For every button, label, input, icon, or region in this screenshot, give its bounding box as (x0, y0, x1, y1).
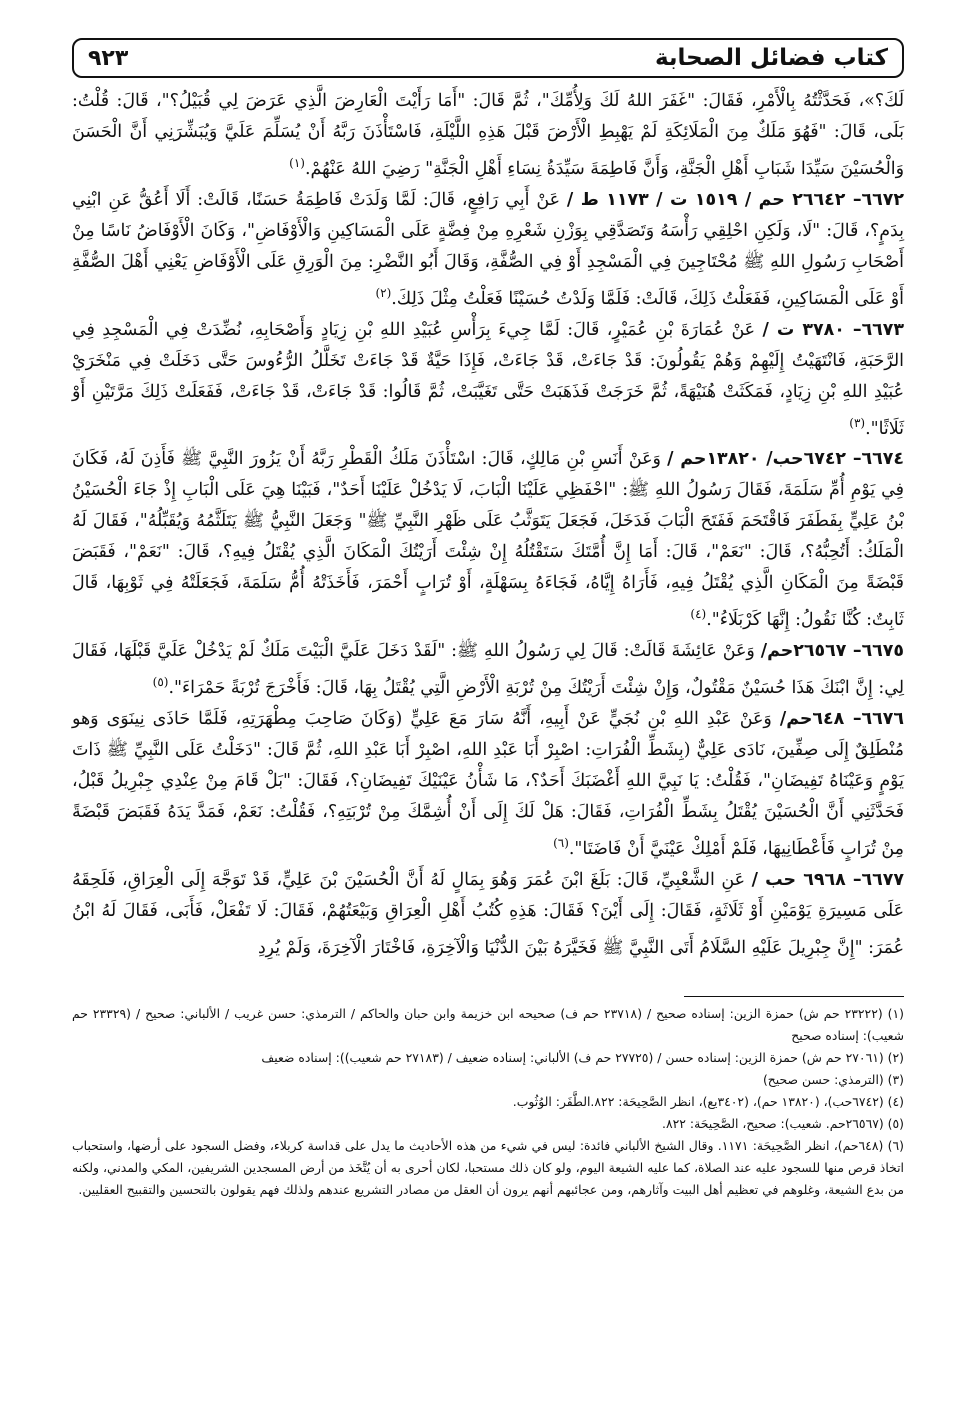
footnote: (١) (٢٣٢٢٢ حم ش) حمزة الزين: إسناده صحيح / (٢٣٧١٨ حم ف) صحيحه ابن خزيمة وابن حبان والحاكم / الترمذي: حسن غريب / الألباني: صحيح / (٢٣٣٢٩ حم شعيب): إسناده صحيح (72, 1005, 904, 1043)
hadith-number: ٦٦٧٣– ٣٧٨٠ ت / (762, 319, 905, 340)
footnote: (٣) (الترمذي: حسن صحيح) (762, 1071, 904, 1087)
hadith-text: عَنِ الشَّعْبِيِّ، قَالَ: بَلَغَ ابْنَ عُمَرَ وَهُوَ بِمَالٍ لَهُ أَنَّ الْحُسَيْنَ بْنَ عَلِيٍّ، قَدْ تَوَجَّهَ إِلَى الْعِرَاقِ، فَلَحِقَهُ عَلَى مَسِيرَةِ يَوْمَيْنِ أَوْ ثَلَاثَةٍ، فَقَالَ: إِلَى أَيْنَ؟ فَقَالَ: هَذِهِ كُتُبُ أَهْلِ الْعِرَاقِ وَبَيْعَتُهُمْ، فَقَالَ: لَا تَفْعَلْ، فَأَبَى، فَقَالَ لَهُ ابْنُ عُمَرَ: "إِنَّ جِبْرِيلَ عَلَيْهِ السَّلَامُ أَتَى النَّبِيَّ ﷺ فَخَيَّرَهُ بَيْنَ الدُّنْيَا وَالْآخِرَةِ، فَاخْتَارَ الْآخِرَةَ، وَلَمْ يُرِدِ (72, 869, 904, 958)
footnote: (٥) (٢٦٥٦٧حم. شعيب): صحيح، الصَّحِيحَة: ٨٢٢. (662, 1115, 904, 1131)
page-header (72, 38, 904, 78)
hadith-paragraph (72, 86, 904, 185)
hadith-paragraph (72, 636, 904, 704)
footnote: (٦) (٦٤٨حم)، انظر الصَّحِيحَة: ١١٧١. وقال الشيخ الألباني فائدة: ليس في شيء من هذه الأحاديث ما يدل على قداسة كربلاء، وفضل السجود على أرضها، واستحباب اتخاذ قرص منها للسجود عليه عند الصلاة، كما عليه الشيعة اليوم، ولو كان ذلك مستحبا، لكان أحرى به أن يُتَّخَذ من أرض المسجدين الشريفين، المكي والمدني، ولكنه من بدع الشيعة، وغلوهم في تعظيم أهل البيت وآثارهم، ومن عجائبهم أنهم يرون أن العقل من مصادر التشريع عندهم ولذلك فهم يقولون بالتحسين والتقبيح العقليين. (72, 1137, 905, 1197)
footnote-ref: (١) (289, 156, 305, 170)
hadith-number: ٦٦٧٤– ٦٧٤٢حب/ ١٣٨٢٠حم / (667, 449, 905, 470)
book-title: كتاب فضائل الصحابة (654, 45, 888, 71)
hadith-number: ٦٦٧٥– ٢٦٥٦٧حم/ (760, 641, 905, 662)
footnote-ref: (٢) (375, 285, 392, 300)
hadith-text: وَعَنْ عَبْدِ اللهِ بْنِ نُجَيٍّ عَنْ أَبِيهِ، أَنَّهُ سَارَ مَعَ عَلِيٍّ (وَكَانَ صَاحِبَ مِطْهَرَتِهِ، فَلَمَّا حَاذَى نِينَوَى وَهو مُنْطَلِقٌ إِلَى صِفِّينَ، نَادَى عَلِيٌّ (بِشَطِّ الْفُرَاتِ: اصْبِرْ أَبَا عَبْدِ اللهِ، اصْبِرْ أَبَا عَبْدِ اللهِ، ثُمَّ قَالَ: "دَخَلْتُ عَلَى النَّبِيِّ ﷺ ذَاتَ يَوْمٍ وَعَيْنَاهُ تَفِيضَانِ"، فَقُلْتُ: يَا نَبِيَّ اللهِ أَغْضَبَكَ أَحَدٌ؟، مَا شَأْنُ عَيْنَيْكَ تَفِيضَانِ؟، فَقَالَ: "بَلْ قَامَ مِنْ عِنْدِي جِبْرِيلُ قَبْلُ، فَحَدَّثَنِي أَنَّ الْحُسَيْنَ يُقْتَلُ بِشَطِّ الْفُرَاتِ، فَقَالَ: هَلْ لَكَ إِلَى أَنْ أُشِمَّكَ مِنْ تُرْبَتِهِ؟، فَقُلْتُ: نَعَمْ، فَمَدَّ يَدَهُ فَقَبَضَ قَبْضَةً مِنْ تُرَابٍ فَأَعْطَانِيهَا، فَلَمْ أَمْلِكْ عَيْنَيَّ أَنْ فَاضَتَا". (72, 708, 904, 859)
footnote: (٤) (٦٧٤٢حب)، (١٣٨٢٠ حم)، (٣٤٠٢يع)، انظر الصَّحِيحَة: ٨٢٢.الطَّفَر: الوُثُوب. (512, 1093, 904, 1109)
hadith-text: لَكَ؟»، فَحَدَّثْتُهُ بِالْأَمْرِ، فَقَالَ: "غَفَرَ اللهُ لَكَ وَلِأُمِّكَ"، ثُمَّ قَالَ: "أَمَا رَأَيْتَ الْعَارِضَ الَّذِي عَرَضَ لِي قُبَيْلُ؟"، قَالَ: قُلْتُ: بَلَى، قَالَ: "فَهُوَ مَلَكٌ مِنَ الْمَلَائِكَةِ لَمْ يَهْبِطِ الْأَرْضَ قَبْلَ هَذِهِ اللَّيْلَةِ، فَاسْتَأْذَنَ رَبَّهُ أَنْ يُسَلِّمَ عَلَيَّ وَيُبَشِّرَنِي أَنَّ الْحَسَنَ وَالْحُسَيْنَ سَيِّدَا شَبَابِ أَهْلِ الْجَنَّةِ، وَأَنَّ فَاطِمَةَ سَيِّدَةُ نِسَاءِ أَهْلِ الْجَنَّةِ" رَضِيَ اللهُ عَنْهُمْ. (72, 91, 904, 179)
page-number: ٩٢٣ (88, 45, 129, 71)
hadith-paragraph (72, 185, 904, 315)
footnote-ref: (٣) (849, 415, 866, 430)
hadith-paragraph (72, 704, 904, 865)
footnotes (72, 1003, 904, 1201)
hadith-text: عَنْ عُمَارَةَ بْنِ عُمَيْرٍ، قَالَ: لَمَّا جِيءَ بِرَأْسِ عُبَيْدِ اللهِ بْنِ زِيَادٍ وَأَصْحَابِهِ، نُضِّدَتْ فِي الْمَسْجِدِ فِي الرَّحَبَةِ، فَانْتَهَيْتُ إِلَيْهِمْ وَهُمْ يَقُولُونَ: قَدْ جَاءَتْ، قَدْ جَاءَتْ، فَإِذَا حَيَّةٌ قَدْ جَاءَتْ تَخَلَّلُ الرُّءُوسَ حَتَّى دَخَلَتْ فِي مَنْخَرَيْ عُبَيْدِ اللهِ بْنِ زِيَادٍ، فَمَكَثَتْ هُنَيْهَةً، ثُمَّ خَرَجَتْ فَذَهَبَتْ حَتَّى تَغَيَّبَتْ، ثُمَّ قَالُوا: قَدْ جَاءَتْ، قَدْ جَاءَتْ، فَفَعَلَتْ ذَلِكَ مَرَّتَيْنِ أَوْ ثَلَاثًا". (72, 319, 904, 439)
footnote-ref: (٥) (152, 675, 169, 690)
hadith-paragraph (72, 315, 904, 445)
hadith-number: ٦٦٧٢– ٢٦٦٤٢ حم / ١٥١٩ ت / ١١٧٣ ط / (566, 189, 904, 210)
footnote-ref: (٤) (690, 607, 707, 622)
footnote-ref: (٦) (553, 835, 569, 850)
hadith-text: وَعَنْ عَائِشَةَ قَالَتْ: قَالَ لِي رَسُولُ اللهِ ﷺ: "لَقَدْ دَخَلَ عَلَيَّ الْبَيْتَ مَلَكٌ لَمْ يَدْخُلْ عَلَيَّ قَبْلَهَا، فَقَالَ لِي: إِنَّ ابْنَكَ هَذَا حُسَيْنٌ مَقْتُولٌ، وَإِنْ شِئْتَ أَرَيْتُكَ مِنْ تُرْبَةِ الْأَرْضِ الَّتِي يُقْتَلُ بِهَا، قَالَ: فَأَخْرَجَ تُرْبَةً حَمْرَاءَ". (72, 641, 904, 698)
hadith-text: وَعَنْ أَنَسِ بْنِ مَالِكٍ، قَالَ: اسْتَأْذَنَ مَلَكُ الْقَطْرِ رَبَّهُ أَنْ يَزُورَ النَّبِيَّ ﷺ فَأَذِنَ لَهُ، فَكَانَ فِي يَوْمِ أُمِّ سَلَمَةَ، فَقَالَ رَسُولُ اللهِ ﷺ: "احْفَظِي عَلَيْنَا الْبَابَ، لَا يَدْخُلْ عَلَيْنَا أَحَدٌ"، فَبَيْنَا هِيَ عَلَى الْبَابِ إِذْ جَاءَ الْحُسَيْنُ بْنُ عَلِيٍّ بِفَطَفَرَ فَاقْتَحَمَ فَفَتَحَ الْبَابَ فَدَخَلَ، فَجَعَلَ يَتَوَثَّبُ عَلَى ظَهْرِ النَّبِيِّ ﷺ" وَجَعَلَ النَّبِيُّ ﷺ يَتَلَثَّمُهُ وَيُقَبِّلُهُ"، فَقَالَ لَهُ الْمَلَكُ: أَتُحِبُّهُ؟، قَالَ: "نَعَمْ"، قَالَ: أَمَا إِنَّ أُمَّتَكَ سَتَقْتُلُهُ إِنْ شِئْتَ أَرَيْتُكَ الْمَكَانَ الَّذِي يُقْتَلُ فِيهِ؟، قَالَ: "نَعَمْ"، فَقَبَضَ قَبْضَةً مِنَ الْمَكَانِ الَّذِي يُقْتَلُ فِيهِ، فَأَرَاهُ إِيَّاهُ، فَجَاءَهُ بِسَهْلَةٍ، أَوْ تُرَابٍ أَحْمَرَ، فَأَخَذَتْهُ أُمُّ سَلَمَةَ، فَجَعَلَتْهُ فِي ثَوْبِهَا، قَالَ ثَابِتٌ: كُنَّا نَقُولُ: إِنَّهَا كَرْبَلَاءُ". (72, 449, 904, 631)
hadith-number: ٦٦٧٦– ٦٤٨حم/ (779, 708, 905, 729)
page (72, 38, 904, 1201)
footnote: (٢) (٢٧٠٦١ حم ش) حمزة الزين: إسناده حسن / (٢٧٧٢٥ حم ف) الألباني: إسناده ضعيف / (٢٧١٨٣ حم شعيب)): إسناده ضعيف (261, 1049, 904, 1065)
footnote-divider (684, 996, 904, 997)
hadith-text: عَنْ أَبِي رَافِعٍ، قَالَ: لَمَّا وَلَدَتْ فَاطِمَةُ حَسَنًا، قَالَتْ: أَلَا أَعُقُّ عَنِ ابْنِي بِدَمٍ؟، قَالَ: "لَا، وَلَكِنِ احْلِقِي رَأْسَهُ وَتَصَدَّقِي بِوَزْنِ شَعْرِهِ مِنْ فِضَّةٍ عَلَى الْمَسَاكِينِ وَالْأَوْفَاضِ"، وَكَانَ الْأَوْفَاضُ نَاسًا مِنْ أَصْحَابِ رَسُولِ اللهِ ﷺ مُحْتَاجِينَ فِي الْمَسْجِدِ أَوْ فِي الصُّفَّةِ، وَقَالَ أَبُو النَّضْرِ: مِنَ الْوَرِقِ عَلَى الْأَوْفَاضِ يَعْنِي أَهْلَ الصُّفَّةِ أَوْ عَلَى الْمَسَاكِينِ، فَفَعَلْتُ ذَلِكَ، قَالَتْ: فَلَمَّا وَلَدْتُ حُسَيْنًا فَعَلْتُ مِثْلَ ذَلِكَ. (72, 189, 904, 309)
hadith-list (72, 86, 904, 964)
hadith-paragraph (72, 865, 904, 964)
hadith-number: ٦٦٧٧– ٦٩٦٨ حب / (751, 869, 905, 890)
hadith-paragraph (72, 444, 904, 636)
